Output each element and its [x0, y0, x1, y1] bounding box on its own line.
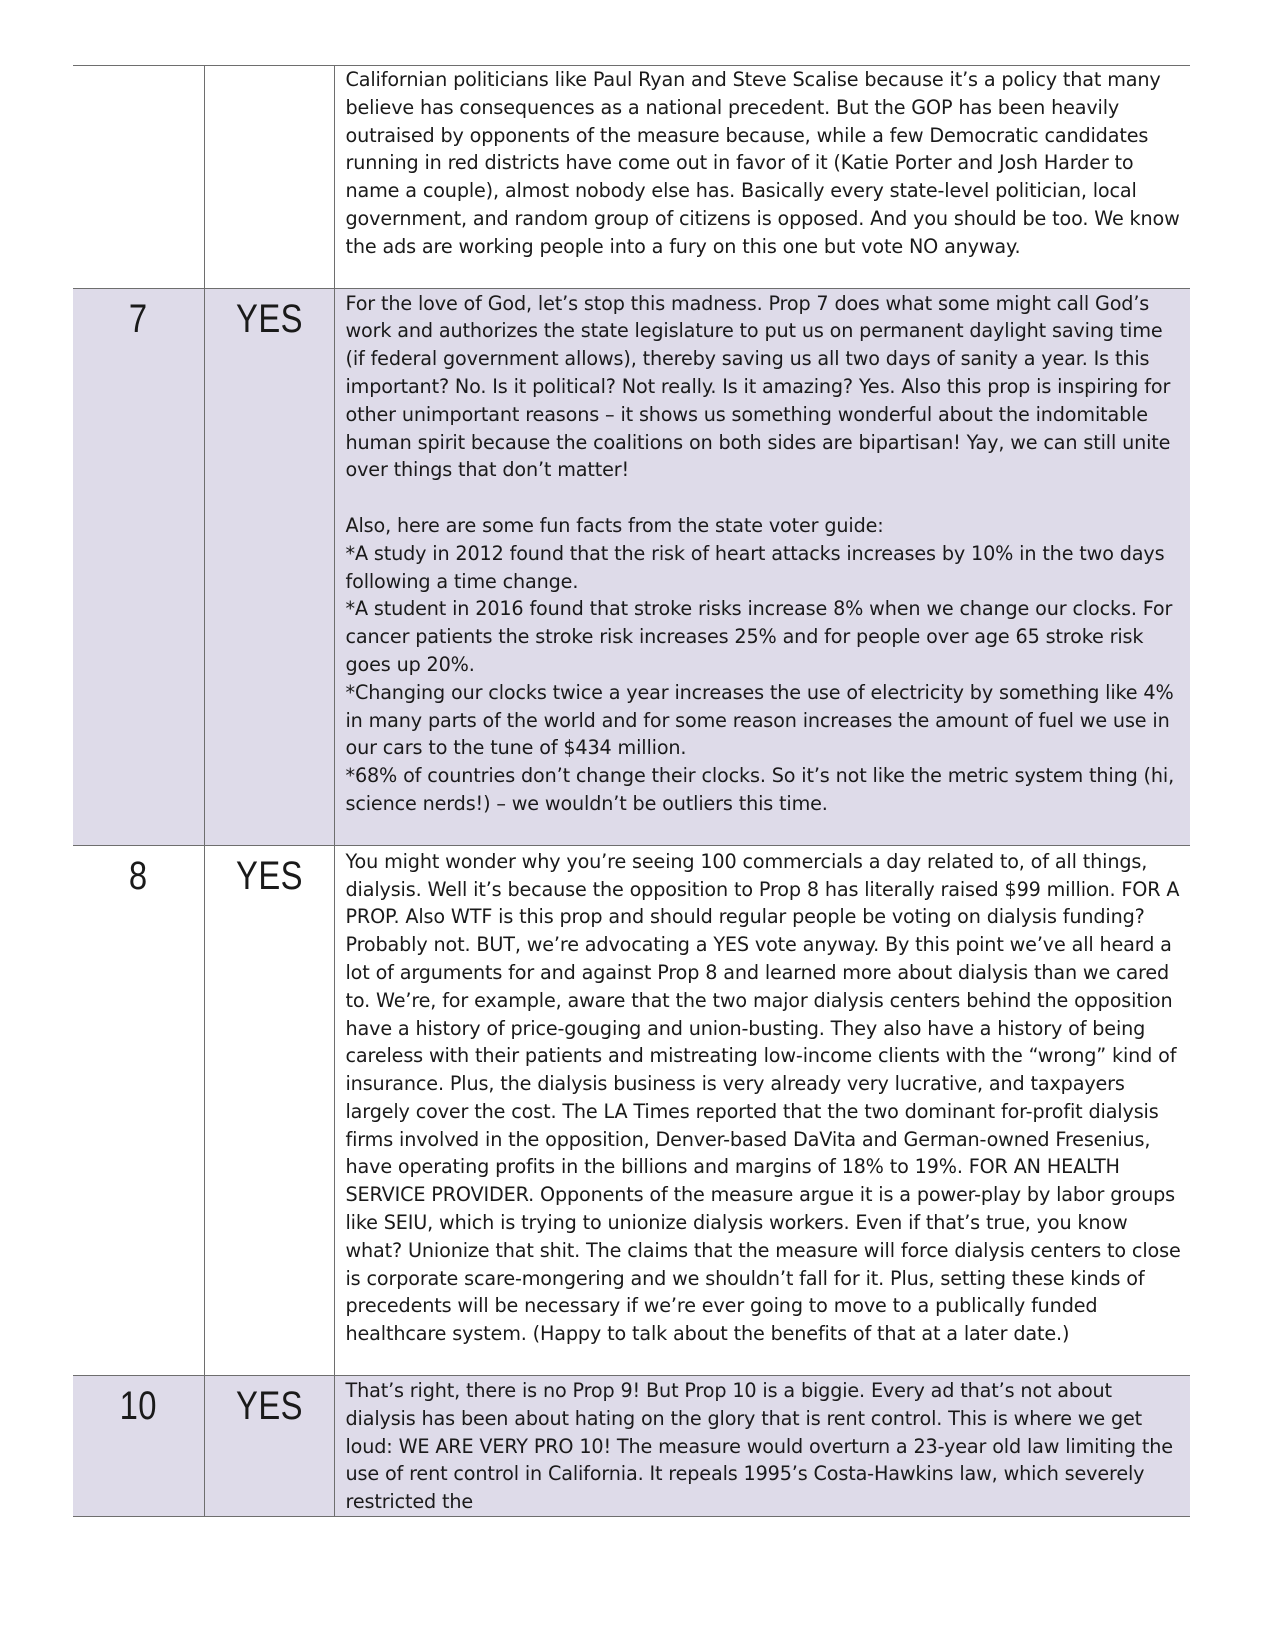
description-text	[335, 1376, 1191, 1516]
vote-recommendation: YES	[235, 1384, 303, 1429]
table-row-prop-10	[73, 1376, 1190, 1517]
voter-guide-page	[73, 65, 1190, 1517]
fun-fact-item: *Changing our clocks twice a year increases the use of electricity by something like 4% in many parts of the world and for some reason increases the amount of fuel we use in our cars to the tune of $434 million.	[345, 680, 1174, 760]
prop-number: 8	[128, 853, 148, 898]
prop-number-cell	[73, 66, 204, 289]
prop-number-cell	[73, 845, 204, 1375]
vote-cell	[204, 1376, 334, 1517]
fun-fact-item: *A student in 2016 found that stroke risks increase 8% when we change our clocks. For cancer patients the stroke risk increases 25% and for people over age 65 stroke risk goes up 20%.	[345, 597, 1173, 676]
table-row-prop-8	[73, 845, 1190, 1375]
description-paragraph: You might wonder why you’re seeing 100 commercials a day related to, of all things, dialysis. Well it’s because the opposition to Prop 8 has literally raised $99 million. FOR A PROP. Also WTF is this prop and should regular people be voting on dialysis funding? Probably not. BUT, we’re advocating a YES vote anyway. By this point we’ve all heard a lot of arguments for and against Prop 8 and learned more about dialysis than we cared to. We’re, for example, aware that the two major dialysis centers behind the opposition have a history of price-gouging and union-busting. They also have a history of being careless with their patients and mistreating low-income clients with the “wrong” kind of insurance. Plus, the dialysis business is very already very lucrative, and taxpayers largely cover the cost. The LA Times reported that the two dominant for-profit dialysis firms involved in the opposition, Denver-based DaVita and German-owned Fresenius, have operating profits in the billions and margins of 18% to 19%. FOR AN HEALTH SERVICE PROVIDER. Opponents of the measure argue it is a power-play by labor groups like SEIU, which is trying to unionize dialysis workers. Even if that’s true, you know what? Unionize that shit. The claims that the measure will force dialysis centers to close is corporate scare-mongering and we shouldn’t fall for it. Plus, setting these kinds of precedents will be necessary if we’re ever going to move to a publically funded healthcare system. (Happy to talk about the benefits of that at a later date.)	[345, 849, 1181, 1346]
prop-number-cell	[73, 1376, 204, 1517]
description-cell	[334, 845, 1190, 1375]
vote-recommendation	[216, 66, 322, 72]
description-paragraph: That’s right, there is no Prop 9! But Prop 10 is a biggie. Every ad that’s not about dialysis has been about hating on the glory that is rent control. This is where we get loud: WE ARE VERY PRO 10! The measure would overturn a 23-year old law limiting the use of rent control in California. It repeals 1995’s Costa-Hawkins law, which severely restricted the	[345, 1379, 1173, 1514]
fun-fact-item: *68% of countries don’t change their clocks. So it’s not like the metric system thing (hi, science nerds!) – we wouldn’t be outliers this time.	[345, 764, 1175, 815]
table-row	[73, 66, 1190, 289]
prop-number: 7	[128, 296, 148, 341]
vote-cell	[204, 288, 334, 845]
description-paragraph: Californian politicians like Paul Ryan and Steve Scalise because it’s a policy that many believe has consequences as a national precedent. But the GOP has been heavily outraised by opponents of the measure because, while a few Democratic candidates running in red districts have come out in favor of it (Katie Porter and Josh Harder to name a couple), almost nobody else has. Basically every state-level politician, local government, and random group of citizens is opposed. And you should be too. We know the ads are working people into a fury on this one but vote NO anyway.	[345, 68, 1180, 258]
vote-cell	[204, 66, 334, 289]
vote-recommendation: YES	[235, 296, 303, 341]
fun-facts-intro: Also, here are some fun facts from the state voter guide:	[345, 513, 884, 537]
description-text	[335, 289, 1191, 845]
description-paragraph: For the love of God, let’s stop this madness. Prop 7 does what some might call God’s work and authorizes the state legislature to put us on permanent daylight saving time (if federal government allows), thereby saving us all two days of sanity a year. Is this important? No. Is it political? Not really. Is it amazing? Yes. Also this prop is inspiring for other unimportant reasons – it shows us something wonderful about the indomitable human spirit because the coalitions on both sides are bipartisan! Yay, we can still unite over things that don’t matter!	[345, 291, 1171, 482]
description-text	[335, 846, 1191, 1375]
prop-number: 10	[119, 1384, 157, 1429]
fun-fact-item: *A study in 2012 found that the risk of heart attacks increases by 10% in the two days following a time change.	[345, 541, 1165, 593]
description-cell	[334, 288, 1190, 845]
description-cell	[334, 1376, 1190, 1517]
propositions-table	[73, 65, 1190, 1517]
description-text	[335, 66, 1191, 288]
vote-cell	[204, 845, 334, 1375]
prop-number	[85, 66, 192, 72]
prop-number-cell	[73, 288, 204, 845]
table-row-prop-7	[73, 288, 1190, 845]
vote-recommendation: YES	[235, 853, 303, 898]
description-cell	[334, 66, 1190, 289]
